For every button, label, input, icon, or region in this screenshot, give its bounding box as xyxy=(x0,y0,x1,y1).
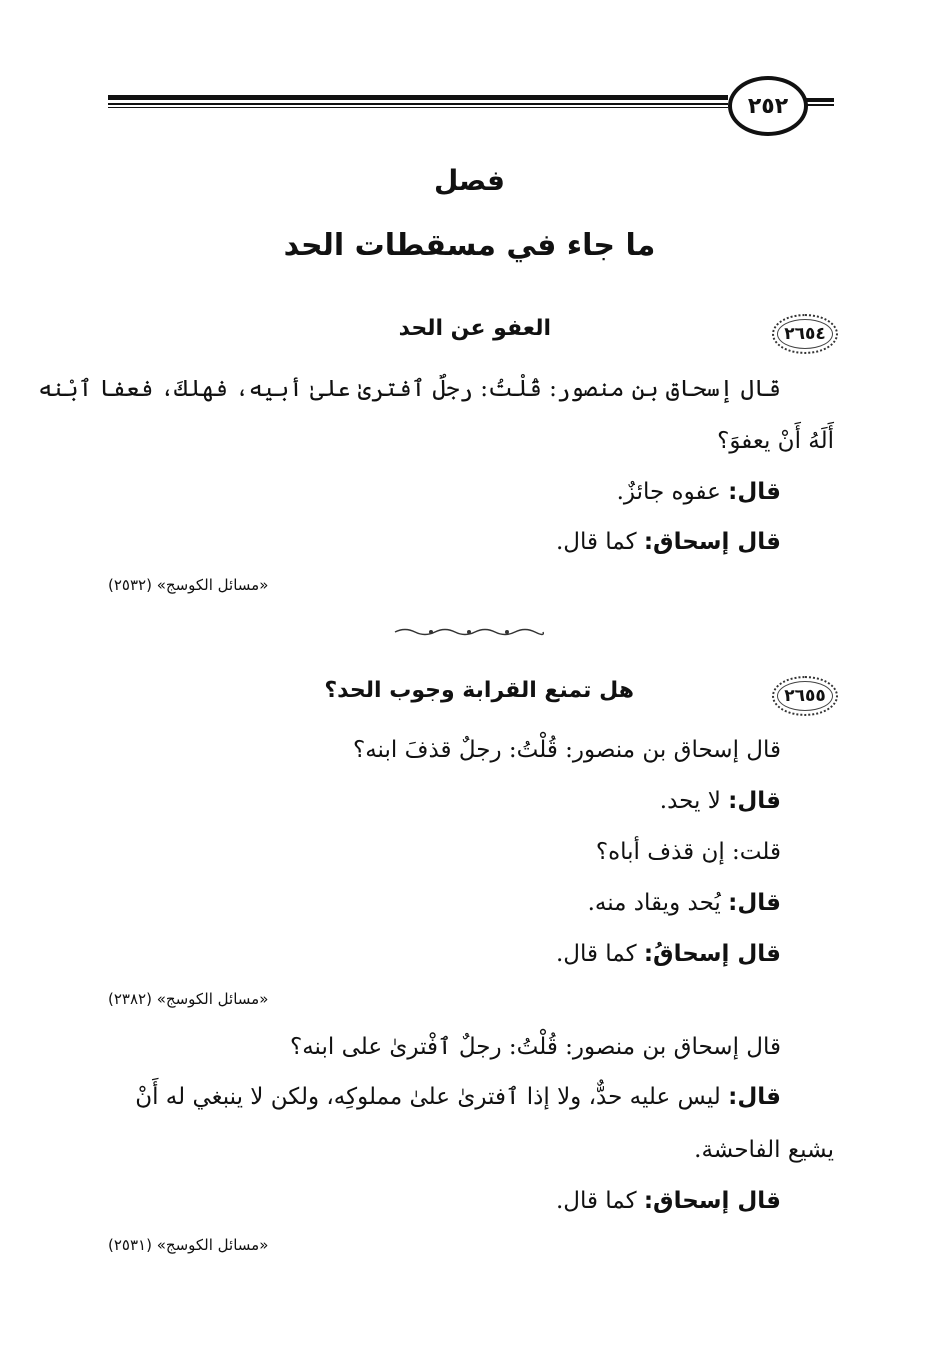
answer-line xyxy=(135,1080,781,1114)
section-number-badge: ٢٦٥٤ xyxy=(772,314,838,354)
ishaq-line xyxy=(556,525,781,559)
ishaq-label: قال إسحاق: xyxy=(643,529,781,555)
question-line: قلت: إن قذف أباه؟ xyxy=(595,839,781,865)
question-line: قال إسحاق بن منصور: قُلْتُ: رجلٌ قذفَ ابنه؟ xyxy=(353,737,781,763)
page-number: ٢٥٢ xyxy=(728,76,808,136)
source-citation: «مسائل الكوسج» (٢٥٣٢) xyxy=(108,576,269,594)
ishaq-text: كما قال. xyxy=(555,941,637,967)
chapter-subtitle: ما جاء في مسقطات الحد xyxy=(283,228,656,263)
answer-label: قال: xyxy=(728,788,781,814)
source-citation: «مسائل الكوسج» (٢٥٣١) xyxy=(108,1236,269,1254)
answer-line xyxy=(588,886,781,920)
answer-line xyxy=(660,784,781,818)
ishaq-text: كما قال. xyxy=(555,529,637,555)
answer-line xyxy=(617,475,781,509)
answer-text: لا يحد. xyxy=(659,788,721,814)
section-heading: هل تمنع القرابة وجوب الحد؟ xyxy=(324,678,634,703)
section-heading: العفو عن الحد xyxy=(398,316,551,341)
answer-text: يُحد ويقاد منه. xyxy=(587,890,721,916)
answer-label: قال: xyxy=(728,479,781,505)
ishaq-label: قال إسحاقُ: xyxy=(643,941,781,967)
chapter-title: فصل xyxy=(434,164,505,197)
ishaq-line xyxy=(556,937,781,971)
answer-line-cont: يشيع الفاحشة. xyxy=(694,1137,834,1163)
answer-label: قال: xyxy=(728,1084,781,1110)
ishaq-label: قال إسحاق: xyxy=(643,1188,781,1214)
section-number-badge: ٢٦٥٥ xyxy=(772,676,838,716)
answer-text: عفوه جائزٌ. xyxy=(616,479,721,505)
ornament-divider xyxy=(393,627,545,637)
question-line: قال إسحاق بن منصور: قُلْتُ: رجلٌ ٱفْترىٰ على ابنه؟ xyxy=(290,1034,781,1060)
ishaq-text: كما قال. xyxy=(555,1188,637,1214)
question-line: قال إسحاق بن منصور: قُلْتُ: رجلٌ ٱفترىٰ علىٰ أبيه، فهلكَ، فعفا ٱبْنه xyxy=(38,376,781,402)
ishaq-line xyxy=(556,1184,781,1218)
answer-label: قال: xyxy=(728,890,781,916)
source-citation: «مسائل الكوسج» (٢٣٨٢) xyxy=(108,990,269,1008)
answer-text: ليس عليه حدٌّ، ولا إذا ٱفترىٰ علىٰ مملوكِه، ولكن لا ينبغي له أَنْ xyxy=(135,1084,721,1110)
header-rule xyxy=(108,94,728,110)
question-line-cont: أَلَهُ أَنْ يعفوَ؟ xyxy=(717,428,834,454)
